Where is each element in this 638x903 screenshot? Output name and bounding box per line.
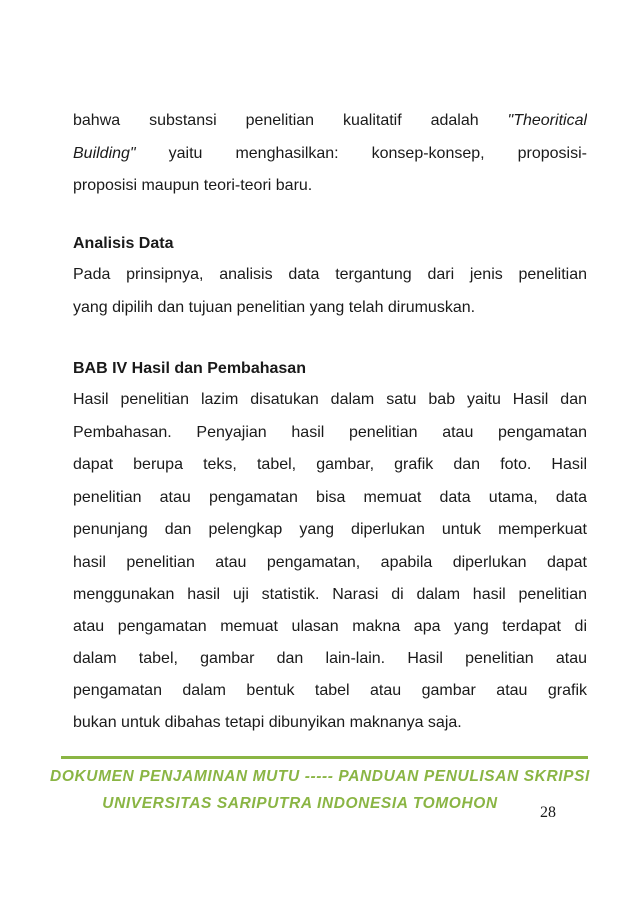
footer-title-line1: DOKUMEN PENJAMINAN MUTU ----- PANDUAN PENULISAN SKRIPSI	[50, 768, 590, 785]
word: penelitian	[245, 112, 315, 129]
section2-line: dapat berupa teks, tabel, gambar, grafik dan foto. Hasil	[73, 456, 587, 473]
section2-line: hasil penelitian atau pengamatan, apabila diperlukan dapat	[73, 554, 587, 571]
footer-divider	[61, 756, 588, 759]
word: bahwa	[73, 112, 121, 129]
section1-line2: yang dipilih dan tujuan penelitian yang telah dirumuskan.	[73, 299, 476, 316]
section1-line1: Pada prinsipnya, analisis data tergantung dari jenis penelitian	[73, 266, 587, 283]
section2-line: menggunakan hasil uji statistik. Narasi di dalam hasil penelitian	[73, 586, 587, 603]
para1-line1	[73, 111, 587, 131]
italic-term: Building"	[73, 145, 136, 162]
word: konsep-konsep,	[371, 145, 485, 162]
word: kualitatif	[342, 112, 402, 129]
page-number: 28	[540, 804, 556, 821]
section-heading-analisis-data: Analisis Data	[73, 235, 174, 252]
section2-line: penelitian atau pengamatan bisa memuat data utama, data	[73, 489, 587, 506]
word: yaitu	[168, 145, 203, 162]
section2-last-line: bukan untuk dibahas tetapi dibunyikan maknanya saja.	[73, 714, 462, 731]
italic-term: "Theoritical	[507, 112, 587, 129]
section2-line: penunjang dan pelengkap yang diperlukan untuk memperkuat	[73, 521, 587, 538]
section2-line: dalam tabel, gambar dan lain-lain. Hasil penelitian atau	[73, 650, 587, 667]
section-heading-bab-iv: BAB IV Hasil dan Pembahasan	[73, 360, 306, 377]
section2-line: pengamatan dalam bentuk tabel atau gambar atau grafik	[73, 682, 587, 699]
section2-line: Hasil penelitian lazim disatukan dalam satu bab yaitu Hasil dan	[73, 391, 587, 408]
word: adalah	[430, 112, 479, 129]
para1-line3: proposisi maupun teori-teori baru.	[73, 177, 313, 194]
para1-line2	[73, 144, 587, 164]
word: substansi	[149, 112, 217, 129]
section2-line: Pembahasan. Penyajian hasil penelitian atau pengamatan	[73, 424, 587, 441]
word: proposisi-	[517, 145, 587, 162]
section2-line: atau pengamatan memuat ulasan makna apa yang terdapat di	[73, 618, 587, 635]
footer-title-line2: UNIVERSITAS SARIPUTRA INDONESIA TOMOHON	[102, 795, 498, 812]
word: menghasilkan:	[235, 145, 339, 162]
